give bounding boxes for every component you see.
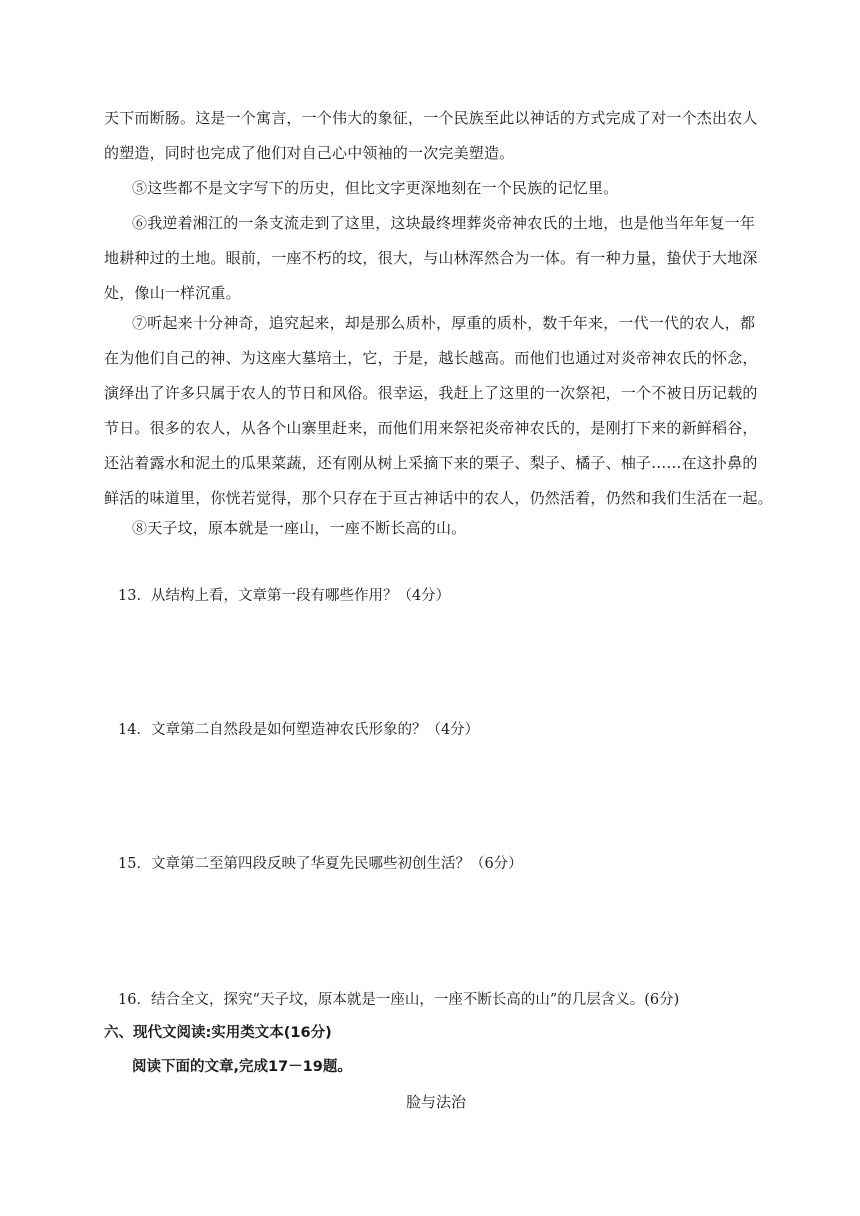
- section-heading: 六、现代文阅读:实用类文本(16分): [104, 1025, 332, 1041]
- passage-line: 还沾着露水和泥土的瓜果菜蔬，还有刚从树上采摘下来的栗子、梨子、橘子、柚子……在这扑鼻的: [104, 454, 758, 472]
- passage-line: 鲜活的味道里，你恍若觉得，那个只存在于亘古神话中的农人，仍然活着，仍然和我们生活在一起。: [104, 489, 773, 507]
- paragraph-5: ⑤这些都不是文字写下的历史，但比文字更深地刻在一个民族的记忆里。: [132, 179, 619, 197]
- paragraph-8: ⑧天子坟，原本就是一座山，一座不断长高的山。: [132, 519, 467, 537]
- question-13: 13．从结构上看，文章第一段有哪些作用？（4分）: [118, 588, 451, 604]
- passage-line: 演绎出了许多只属于农人的节日和风俗。很幸运，我赶上了这里的一次祭祀，一个不被日历记载的: [104, 384, 758, 402]
- question-14: 14．文章第二自然段是如何塑造神农氏形象的？（4分）: [118, 722, 480, 738]
- passage-line: 处，像山一样沉重。: [104, 284, 241, 302]
- passage-line: 在为他们自己的神、为这座大墓培土，它，于是，越长越高。而他们也通过对炎帝神农氏的怀念，: [104, 349, 758, 367]
- passage-line: 地耕种过的土地。眼前，一座不朽的坟，很大，与山林浑然合为一体。有一种力量，蛰伏于大地深: [104, 249, 758, 267]
- paragraph-6: ⑥我逆着湘江的一条支流走到了这里，这块最终埋葬炎帝神农氏的土地，也是他当年年复一年: [132, 214, 756, 232]
- passage-line: 天下而断肠。这是一个寓言，一个伟大的象征，一个民族至此以神话的方式完成了对一个杰出农人: [104, 109, 758, 127]
- passage-line: 节日。很多的农人，从各个山寨里赶来，而他们用来祭祀炎帝神农氏的，是刚打下来的新鲜稻谷，: [104, 419, 758, 437]
- passage-line: 的塑造，同时也完成了他们对自己心中领袖的一次完美塑造。: [104, 144, 515, 162]
- article-title: 脸与法治: [405, 1093, 466, 1111]
- reading-instruction: 阅读下面的文章,完成17－19题。: [132, 1059, 352, 1075]
- question-16: 16．结合全文，探究“天子坟，原本就是一座山，一座不断长高的山”的几层含义。(6分): [118, 992, 680, 1008]
- paragraph-7: ⑦听起来十分神奇，追究起来，却是那么质朴，厚重的质朴，数千年来，一代一代的农人，都: [132, 314, 756, 332]
- question-15: 15．文章第二至第四段反映了华夏先民哪些初创生活？（6分）: [118, 856, 523, 872]
